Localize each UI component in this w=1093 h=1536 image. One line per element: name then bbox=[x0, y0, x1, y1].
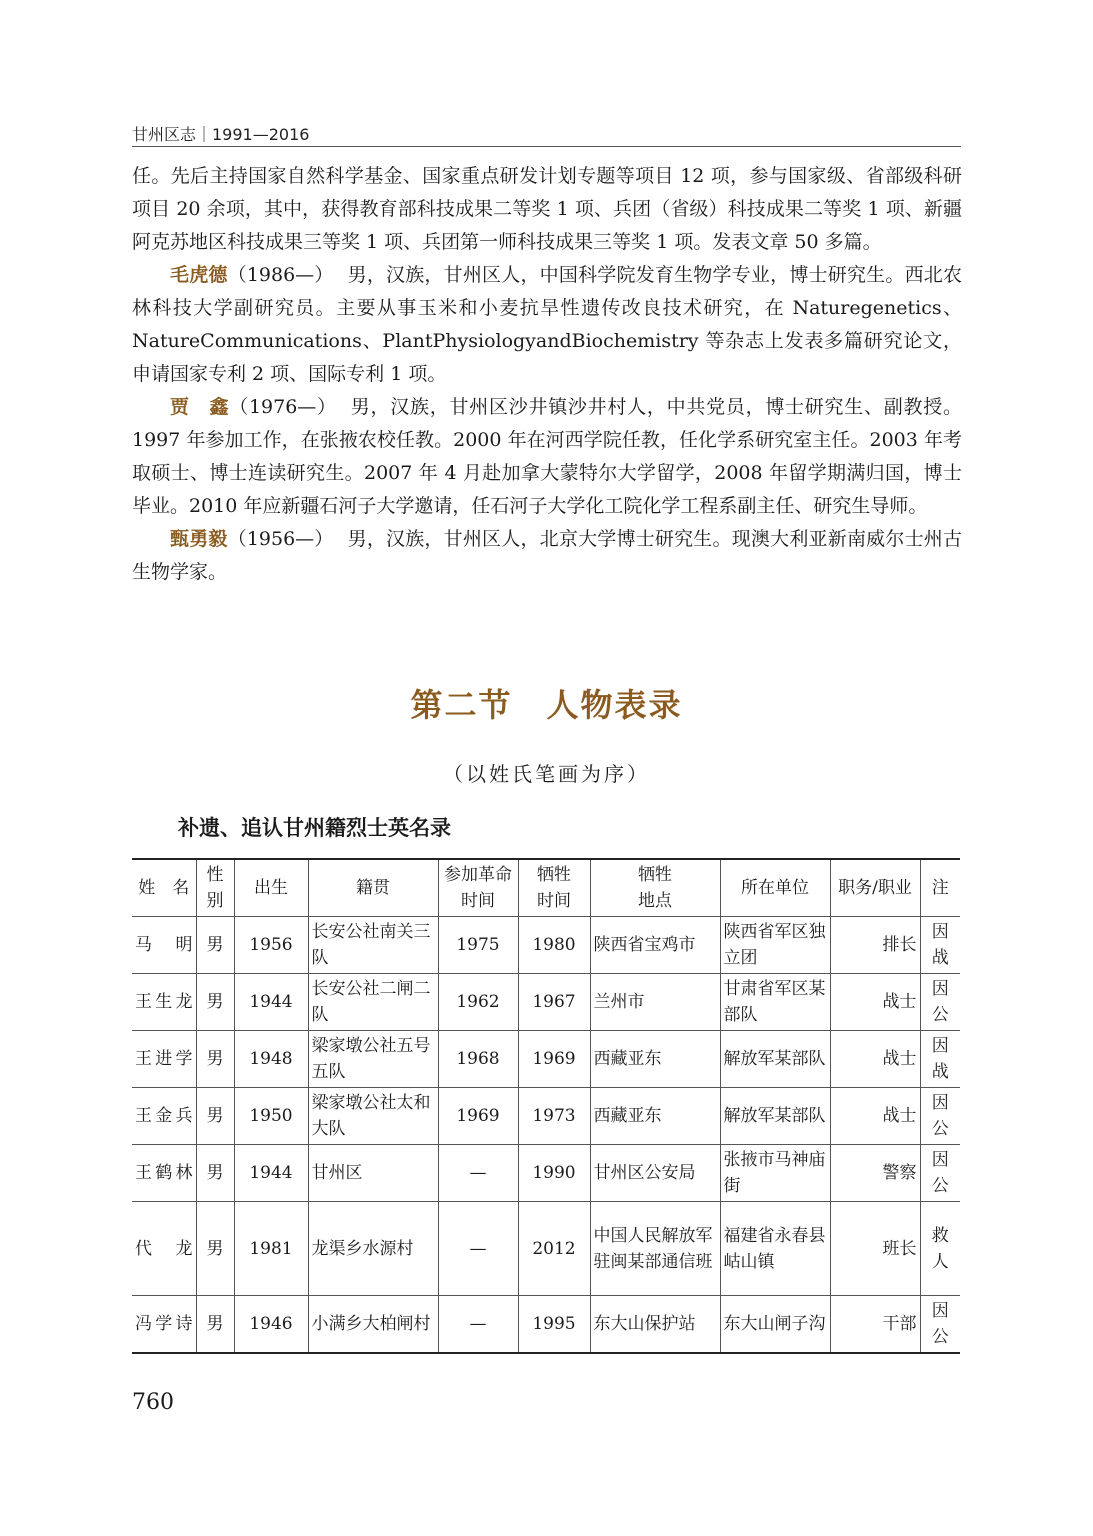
running-header: 甘州区志｜1991—2016 bbox=[132, 125, 310, 144]
cell-note: 因公 bbox=[920, 1088, 960, 1145]
header-place-line1: 牺牲 bbox=[638, 865, 672, 885]
cell-name: 代 龙 bbox=[132, 1202, 196, 1296]
cell-name: 王金兵 bbox=[132, 1088, 196, 1145]
person-name: 甄勇毅 bbox=[170, 528, 228, 550]
cell-origin: 长安公社南关三队 bbox=[308, 917, 438, 974]
person-lifespan: （1986—） bbox=[227, 264, 334, 286]
header-join-time bbox=[438, 859, 518, 917]
cell-death: 1973 bbox=[518, 1088, 590, 1145]
cell-gender: 男 bbox=[196, 917, 234, 974]
cell-place: 陕西省宝鸡市 bbox=[590, 917, 720, 974]
cell-unit: 解放军某部队 bbox=[720, 1031, 830, 1088]
table-row bbox=[132, 917, 960, 974]
person-name: 毛虎德 bbox=[170, 264, 228, 286]
cell-place: 兰州市 bbox=[590, 974, 720, 1031]
header-death-line1: 牺牲 bbox=[537, 865, 571, 885]
cell-gender: 男 bbox=[196, 1088, 234, 1145]
cell-place: 西藏亚东 bbox=[590, 1088, 720, 1145]
cell-origin: 长安公社二闸二队 bbox=[308, 974, 438, 1031]
paragraph-continuation bbox=[132, 160, 962, 259]
cell-death: 1967 bbox=[518, 974, 590, 1031]
biography-text bbox=[132, 160, 962, 589]
cell-gender: 男 bbox=[196, 974, 234, 1031]
table-title: 补遗、追认甘州籍烈士英名录 bbox=[178, 816, 451, 840]
cell-death: 1990 bbox=[518, 1145, 590, 1202]
table-header-row bbox=[132, 859, 960, 917]
header-origin: 籍贯 bbox=[308, 859, 438, 917]
cell-place: 中国人民解放军驻闽某部通信班 bbox=[590, 1202, 720, 1296]
table-row bbox=[132, 1088, 960, 1145]
page-number: 760 bbox=[132, 1390, 174, 1415]
cell-name: 王鹤林 bbox=[132, 1145, 196, 1202]
cell-place: 西藏亚东 bbox=[590, 1031, 720, 1088]
table-row bbox=[132, 1296, 960, 1354]
cell-unit: 解放军某部队 bbox=[720, 1088, 830, 1145]
cell-birth: 1948 bbox=[234, 1031, 308, 1088]
cell-unit: 福建省永春县岵山镇 bbox=[720, 1202, 830, 1296]
header-position: 职务/职业 bbox=[830, 859, 920, 917]
paragraph-text: 任。先后主持国家自然科学基金、国家重点研发计划专题等项目 12 项，参与国家级、省部级科研项目 20 余项，其中，获得教育部科技成果二等奖 1 项、兵团（省级）科技成果二等奖 1 项、新疆阿克苏地区科技成果三等奖 1 项、兵团第一师科技成果三等奖 1 项。发表文章 50 多篇。 bbox=[132, 165, 962, 253]
cell-birth: 1956 bbox=[234, 917, 308, 974]
cell-join: 1968 bbox=[438, 1031, 518, 1088]
cell-note: 因公 bbox=[920, 1296, 960, 1354]
cell-position: 战士 bbox=[830, 1031, 920, 1088]
cell-join: — bbox=[438, 1202, 518, 1296]
cell-birth: 1981 bbox=[234, 1202, 308, 1296]
cell-origin: 龙渠乡水源村 bbox=[308, 1202, 438, 1296]
header-death-place bbox=[590, 859, 720, 917]
header-death-line2: 时间 bbox=[537, 891, 571, 911]
header-birth: 出生 bbox=[234, 859, 308, 917]
cell-death: 1969 bbox=[518, 1031, 590, 1088]
cell-position: 班长 bbox=[830, 1202, 920, 1296]
cell-note: 因战 bbox=[920, 917, 960, 974]
cell-place: 东大山保护站 bbox=[590, 1296, 720, 1354]
cell-name: 王生龙 bbox=[132, 974, 196, 1031]
cell-gender: 男 bbox=[196, 1031, 234, 1088]
cell-birth: 1950 bbox=[234, 1088, 308, 1145]
cell-note: 因公 bbox=[920, 974, 960, 1031]
cell-birth: 1944 bbox=[234, 974, 308, 1031]
cell-origin: 甘州区 bbox=[308, 1145, 438, 1202]
cell-position: 警察 bbox=[830, 1145, 920, 1202]
person-lifespan: （1956—） bbox=[227, 528, 334, 550]
cell-death: 1980 bbox=[518, 917, 590, 974]
header-join-line1: 参加革命 bbox=[444, 865, 512, 885]
cell-position: 战士 bbox=[830, 1088, 920, 1145]
cell-name: 王进学 bbox=[132, 1031, 196, 1088]
cell-note: 因战 bbox=[920, 1031, 960, 1088]
cell-place: 甘州区公安局 bbox=[590, 1145, 720, 1202]
table-row bbox=[132, 1145, 960, 1202]
cell-note: 因公 bbox=[920, 1145, 960, 1202]
cell-gender: 男 bbox=[196, 1145, 234, 1202]
table-row bbox=[132, 1202, 960, 1296]
cell-unit: 张掖市马神庙街 bbox=[720, 1145, 830, 1202]
cell-unit: 甘肃省军区某部队 bbox=[720, 974, 830, 1031]
header-gender: 性别 bbox=[196, 859, 234, 917]
header-note: 注 bbox=[920, 859, 960, 917]
cell-death: 2012 bbox=[518, 1202, 590, 1296]
cell-join: — bbox=[438, 1145, 518, 1202]
header-join-line2: 时间 bbox=[461, 891, 495, 911]
table-row bbox=[132, 974, 960, 1031]
cell-birth: 1944 bbox=[234, 1145, 308, 1202]
cell-unit: 陕西省军区独立团 bbox=[720, 917, 830, 974]
header-place-line2: 地点 bbox=[638, 891, 672, 911]
table-row bbox=[132, 1031, 960, 1088]
section-note: （以姓氏笔画为序） bbox=[443, 762, 650, 786]
martyr-roster-table bbox=[132, 858, 960, 1354]
biography-entry bbox=[132, 523, 962, 589]
header-death-time bbox=[518, 859, 590, 917]
cell-join: 1975 bbox=[438, 917, 518, 974]
section-title: 第二节 人物表录 bbox=[410, 686, 683, 724]
paragraph-text: 男，汉族，甘州区沙井镇沙井村人，中共党员，博士研究生、副教授。1997 年参加工作，在张掖农校任教。2000 年在河西学院任教，任化学系研究室主任。2003 年考取硕士、博士连读研究生。2007 年 4 月赴加拿大蒙特尔大学留学，2008 年留学期满归国，博士毕业。2010 年应新疆石河子大学邀请，任石河子大学化工院化学工程系副主任、研究生导师。 bbox=[132, 396, 962, 517]
cell-death: 1995 bbox=[518, 1296, 590, 1354]
cell-gender: 男 bbox=[196, 1296, 234, 1354]
cell-name: 马 明 bbox=[132, 917, 196, 974]
cell-origin: 梁家墩公社太和大队 bbox=[308, 1088, 438, 1145]
cell-position: 排长 bbox=[830, 917, 920, 974]
paragraph-text: 男，汉族，甘州区人，北京大学博士研究生。现澳大利亚新南威尔士州古生物学家。 bbox=[132, 528, 962, 583]
cell-join: 1962 bbox=[438, 974, 518, 1031]
person-name: 贾 鑫 bbox=[170, 396, 230, 418]
cell-unit: 东大山闸子沟 bbox=[720, 1296, 830, 1354]
cell-origin: 小满乡大柏闸村 bbox=[308, 1296, 438, 1354]
cell-gender: 男 bbox=[196, 1202, 234, 1296]
cell-note: 救人 bbox=[920, 1202, 960, 1296]
biography-entry bbox=[132, 391, 962, 523]
person-lifespan: （1976—） bbox=[229, 396, 337, 418]
cell-join: — bbox=[438, 1296, 518, 1354]
cell-origin: 梁家墩公社五号五队 bbox=[308, 1031, 438, 1088]
paragraph-text: 男，汉族，甘州区人，中国科学院发育生物学专业，博士研究生。西北农林科技大学副研究员。主要从事玉米和小麦抗旱性遗传改良技术研究，在 Naturegenetics、NatureCommunications、PlantPhysiologyandBiochemistry 等杂志上发表多篇研究论文，申请国家专利 2 项、国际专利 1 项。 bbox=[132, 264, 962, 385]
header-divider bbox=[132, 146, 961, 147]
cell-position: 战士 bbox=[830, 974, 920, 1031]
cell-name: 冯学诗 bbox=[132, 1296, 196, 1354]
cell-join: 1969 bbox=[438, 1088, 518, 1145]
biography-entry bbox=[132, 259, 962, 391]
header-name: 姓 名 bbox=[132, 859, 196, 917]
header-unit: 所在单位 bbox=[720, 859, 830, 917]
cell-position: 干部 bbox=[830, 1296, 920, 1354]
cell-birth: 1946 bbox=[234, 1296, 308, 1354]
